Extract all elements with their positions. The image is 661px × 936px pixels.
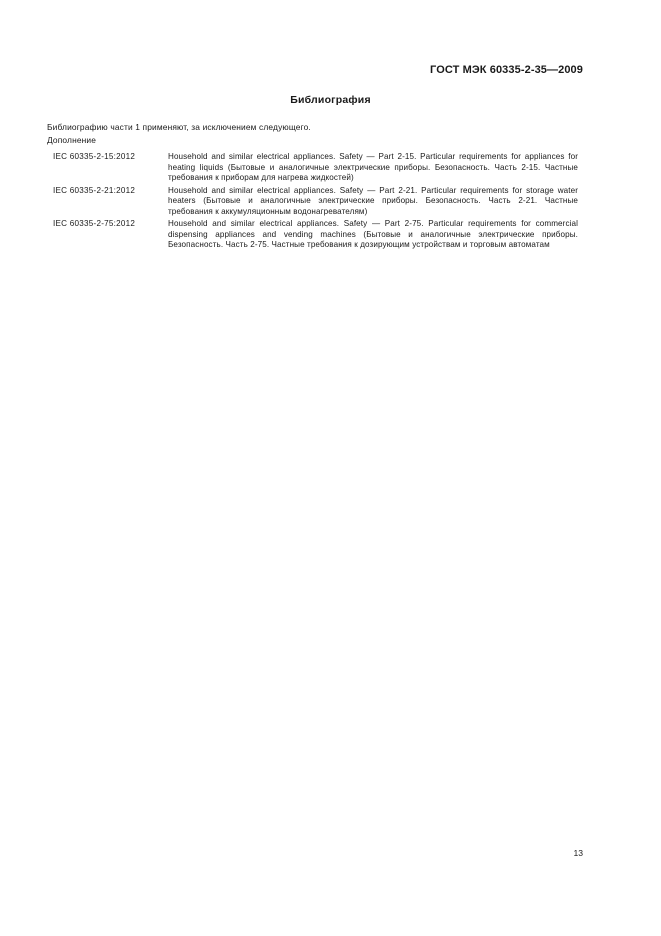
page-title: Библиография xyxy=(290,94,371,106)
reference-item xyxy=(53,186,578,218)
reference-list xyxy=(53,152,578,253)
intro-block xyxy=(47,121,311,147)
reference-item xyxy=(53,152,578,184)
page-number: 13 xyxy=(573,848,583,858)
intro-text: Библиографию части 1 применяют, за исключением следующего. xyxy=(47,122,311,132)
intro-subheading: Дополнение xyxy=(47,135,97,145)
reference-code: IEC 60335-2-15:2012 xyxy=(53,152,136,161)
reference-item xyxy=(53,219,578,251)
standard-code-header: ГОСТ МЭК 60335-2-35—2009 xyxy=(430,64,583,76)
reference-code: IEC 60335-2-21:2012 xyxy=(53,185,136,195)
reference-text: Household and similar electrical appliances. Safety — Part 2-15. Particular requirements for appliances for heating liquids (Бытовые и аналогичные электрические приборы. Безопасность. Часть 2-15. Частные требования к приборам для нагрева жидкостей) xyxy=(168,152,578,182)
reference-code: IEC 60335-2-75:2012 xyxy=(53,219,136,228)
reference-text: Household and similar electrical appliances. Safety — Part 2-75. Particular requirements for commercial dispensing appliances and vending machines (Бытовые и аналогичные электрические приборы. Безопасность. Часть 2-75. Частные требования к дозирующим устройствам и торговым автоматам xyxy=(168,219,578,249)
reference-text: Household and similar electrical appliances. Safety — Part 2-21. Particular requirements for storage water heaters (Бытовые и аналогичные электрические приборы. Безопасность. Часть 2-21. Частные требования к аккумуляционным водонагревателям) xyxy=(168,185,578,216)
